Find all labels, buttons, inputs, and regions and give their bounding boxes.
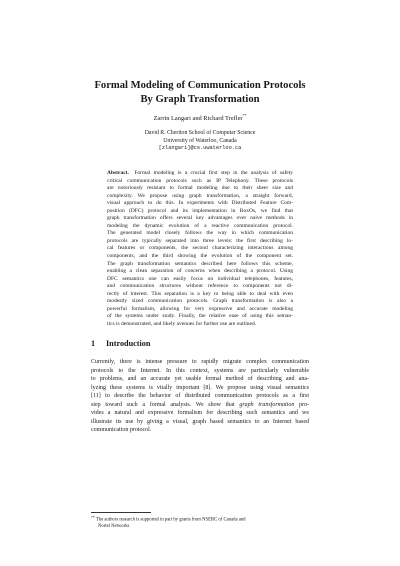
section-number: 1 bbox=[91, 339, 96, 348]
abstract-line: modestly sized communication protocols. Graph transformation is also a bbox=[107, 298, 293, 305]
footnote-mark: ** bbox=[91, 516, 95, 520]
emphasis-graph-transformation: graph transformation bbox=[239, 401, 295, 408]
abstract-line: components, and the third showing the evolution of the component set. bbox=[107, 253, 293, 260]
abstract-line: cal features or components, the second characterizing interactions among bbox=[107, 245, 293, 252]
abstract-line: protocols are typically separated into three levels: the first describing lo- bbox=[107, 237, 293, 244]
abstract-line: tics is demonstrated, and likely avenues for further use are outlined. bbox=[107, 320, 257, 327]
paper-title bbox=[0, 79, 400, 106]
abstract-line: of the systems under study. Finally, the relative ease of using this seman- bbox=[107, 313, 293, 320]
abstract-line: enabling a clean separation of concerns when describing a protocol. Using bbox=[107, 268, 293, 275]
section-heading bbox=[91, 339, 150, 349]
abstract-line: powerful formalism, allowing for very expressive and accurate modeling bbox=[107, 305, 293, 312]
title-line-2: By Graph Transformation bbox=[140, 93, 260, 105]
abstract-line-text: Formal modeling is a crucial first step in the analysis of safety bbox=[134, 170, 293, 176]
footnote-text: The authors research is supported in part by grants from NSERC of Canada and bbox=[95, 517, 246, 523]
intro-line-tail: pro- bbox=[294, 401, 310, 408]
abstract-line: graph transformation offers several key advantages over naive methods in bbox=[107, 215, 293, 222]
affiliation-university: University of Waterloo, Canada bbox=[163, 137, 237, 144]
affiliation-block bbox=[0, 130, 400, 153]
abstract-line: DFC semantics one can easily focus on individual telephones, features, bbox=[107, 275, 293, 282]
footnote bbox=[91, 515, 309, 530]
intro-line: [11] to describe the behavior of distributed communication protocols as a first bbox=[91, 393, 309, 399]
section-title: Introduction bbox=[106, 339, 151, 348]
abstract-line: visual approach to do this. In experiments with Distributed Feature Com- bbox=[107, 200, 293, 207]
intro-paragraph bbox=[91, 358, 309, 435]
abstract-line: critical communication protocols such as IP Telephony. These protocols bbox=[107, 177, 293, 184]
footnote-rule bbox=[91, 512, 151, 513]
intro-line-text: step toward such a formal analysis. We show that bbox=[91, 401, 235, 408]
affiliation-email: [zlangari]@cs.uwaterloo.ca bbox=[158, 145, 242, 152]
footnote-line bbox=[91, 515, 309, 524]
title-line-1: Formal Modeling of Communication Protocols bbox=[94, 80, 306, 91]
intro-line: illustrate its use by giving a visual, graph based semantics to an Internet based bbox=[91, 418, 309, 425]
intro-line bbox=[91, 401, 309, 410]
author-names: Zarrin Langari and Richard Trefler bbox=[153, 115, 243, 122]
author-footnote-mark: ** bbox=[242, 113, 247, 118]
affiliation-school: David R. Cheriton School of Computer Science bbox=[144, 130, 256, 136]
abstract-line: rectly of interest. This separation is a key to being able to deal with even bbox=[107, 290, 293, 297]
abstract-line: complexity. We propose using graph transformation, a straight forward, bbox=[107, 192, 293, 199]
abstract-line: and communication structures without reference to components not di- bbox=[107, 283, 293, 290]
intro-line: vides a natural and expressive formalism for describing such semantics and we bbox=[91, 410, 309, 416]
abstract-line: The graph transformation semantics described here follows this scheme, bbox=[107, 260, 293, 267]
abstract-line: The generated model closely follows the way in which communication bbox=[107, 230, 293, 237]
author-list bbox=[0, 115, 400, 123]
abstract-label: Abstract. bbox=[107, 170, 129, 176]
intro-line: lyzing these systems is vitally important [8]. We propose using visual semantics bbox=[91, 384, 309, 391]
abstract bbox=[107, 170, 293, 328]
intro-line: protocols to the Internet. In this context, systems are particularly vulnerable bbox=[91, 367, 309, 374]
intro-line: Currently, there is intense pressure to rapidly migrate complex communication bbox=[91, 359, 309, 365]
intro-line: communication protocol. bbox=[91, 427, 152, 433]
abstract-line: position (DFC) protocol and its implementation in BoxOs, we find that bbox=[107, 207, 293, 214]
footnote-line: Nortel Networks bbox=[98, 523, 130, 529]
intro-line: to problems, and an accurate yet usable formal method of describing and ana- bbox=[91, 376, 309, 382]
abstract-line: modeling the dynamic evolution of a reactive communication protocol. bbox=[107, 222, 293, 229]
abstract-line: are notoriously resistant to formal modeling due to their sheer size and bbox=[107, 185, 293, 192]
abstract-line bbox=[107, 170, 293, 178]
